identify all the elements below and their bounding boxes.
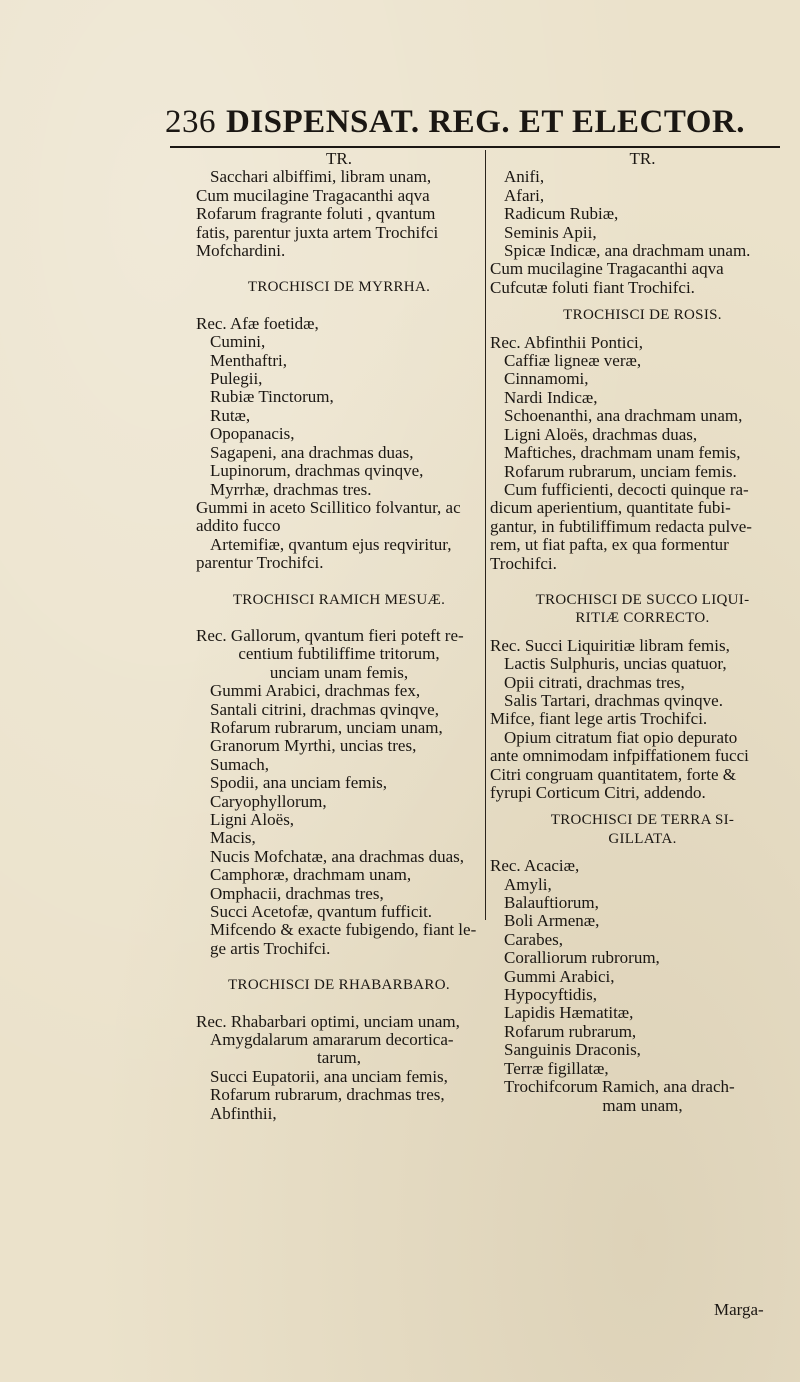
text-line: Abfinthii, <box>210 1103 277 1123</box>
text-line: Lactis Sulphuris, uncias quatuor, <box>504 654 727 674</box>
text-line: fatis, parentur juxta artem Trochifci <box>196 222 439 242</box>
text-line: rem, ut fiat pafta, ex qua formentur <box>490 535 729 555</box>
text-line: Trochifci. <box>490 553 557 573</box>
text-line: Cufcutæ foluti fiant Trochifci. <box>490 277 695 297</box>
text-line: Rofarum rubrarum, unciam unam, <box>210 717 443 737</box>
text-line: Opopanacis, <box>210 424 295 444</box>
text-line: Nardi Indicæ, <box>504 387 598 407</box>
text-line: Boli Armenæ, <box>504 911 600 931</box>
text-line: Rec. Abfinthii Pontici, <box>490 332 643 352</box>
text-line: Macis, <box>210 828 256 848</box>
spacer <box>196 297 482 315</box>
section-heading: TROCHISCI RAMICH MESUÆ. <box>232 591 446 608</box>
section-heading: TROCHISCI DE ROSIS. <box>563 307 722 324</box>
section-heading: TROCHISCI DE MYRRHA. <box>247 279 431 296</box>
text-line: Ligni Aloës, drachmas duas, <box>504 424 698 444</box>
text-line: Cumini, <box>210 332 266 352</box>
section-heading: TROCHISCI DE TERRA SI- <box>550 812 735 829</box>
catchword: Marga- <box>714 1300 764 1319</box>
text-line: Citri congruam quantitatem, forte & <box>490 764 736 784</box>
spacer <box>490 297 795 306</box>
text-line: Succi Eupatorii, ana unciam femis, <box>210 1066 448 1086</box>
text-line: Schoenanthi, ana drachmam unam, <box>504 406 743 426</box>
text-line: Rofarum rubrarum, drachmas tres, <box>210 1085 445 1105</box>
page-number: 236 <box>165 104 216 140</box>
column-divider <box>485 150 486 920</box>
text-line: Camphoræ, drachmam unam, <box>210 865 412 885</box>
text-line: TR. <box>629 149 656 168</box>
text-line: Opii citrati, drachmas tres, <box>504 672 685 692</box>
text-line: Santali citrini, drachmas qvinqve, <box>210 699 439 719</box>
text-line: ante omnimodam infpiffationem fucci <box>490 746 749 766</box>
text-line: Opium citratum fiat opio depurato <box>504 727 738 747</box>
text-line: Cum mucilagine Tragacanthi aqva <box>196 185 430 205</box>
text-line: Rofarum rubrarum, unciam femis. <box>504 461 737 481</box>
header-rule <box>170 146 780 148</box>
text-line: fyrupi Corticum Citri, addendo. <box>490 783 706 802</box>
text-line: unciam unam femis, <box>269 662 409 682</box>
text-line: Granorum Myrthi, uncias tres, <box>210 736 417 756</box>
text-line: Lupinorum, drachmas qvinqve, <box>210 461 424 481</box>
spacer <box>196 958 482 976</box>
text-line: Sagapeni, ana drachmas duas, <box>210 442 414 462</box>
text-line: Maftiches, drachmam unam femis, <box>504 443 741 463</box>
spacer <box>196 609 482 627</box>
text-line: Seminis Apii, <box>504 222 597 242</box>
spacer <box>490 573 795 591</box>
text-line: Anifi, <box>504 167 545 187</box>
text-line: tarum, <box>317 1048 361 1068</box>
text-line: Rofarum fragrante foluti , qvantum <box>196 204 436 224</box>
text-line: Gummi Arabici, drachmas fex, <box>210 681 421 701</box>
text-line: Salis Tartari, drachmas qvinqve. <box>504 690 723 710</box>
section-heading: TROCHISCI DE RHABARBARO. <box>228 977 450 994</box>
section-heading: RITIÆ CORRECTO. <box>575 610 710 627</box>
text-line: Pulegii, <box>210 369 263 389</box>
text-line: Balauftiorum, <box>504 893 599 913</box>
text-line: Amygdalarum amararum decortica- <box>210 1030 454 1050</box>
text-line: Rec. Gallorum, qvantum fieri poteft re- <box>196 625 464 645</box>
text-line: Succi Acetofæ, qvantum fufficit. <box>210 902 433 922</box>
text-line: Rubiæ Tinctorum, <box>210 387 334 407</box>
left-column <box>196 150 482 1123</box>
text-line: Afari, <box>504 185 545 205</box>
text-line: Gummi Arabici, <box>504 966 615 986</box>
text-line: Nucis Mofchatæ, ana drachmas duas, <box>210 846 464 866</box>
text-line: ge artis Trochifci. <box>210 938 331 958</box>
text-line: centium fubtiliffime tritorum, <box>238 644 440 664</box>
text-line: Radicum Rubiæ, <box>504 204 619 224</box>
text-line: dicum aperientium, quantitate fubi- <box>490 498 731 518</box>
text-line: Sacchari albiffimi, libram unam, <box>210 167 432 187</box>
text-line: Carabes, <box>504 929 564 949</box>
spacer <box>490 802 795 811</box>
text-line: Rec. Acaciæ, <box>490 856 580 876</box>
text-line: Caffiæ ligneæ veræ, <box>504 351 642 371</box>
text-line: Myrrhæ, drachmas tres. <box>210 479 372 499</box>
text-line: Rec. Rhabarbari optimi, unciam unam, <box>196 1011 460 1031</box>
text-line: Mifce, fiant lege artis Trochifci. <box>490 709 708 729</box>
text-line: Spodii, ana unciam femis, <box>210 773 388 793</box>
text-line: addito fucco <box>196 516 281 536</box>
running-header <box>165 104 785 144</box>
text-line: Rofarum rubrarum, <box>504 1021 637 1041</box>
text-line: Menthaftri, <box>210 350 287 370</box>
text-line: Mifcendo & exacte fubigendo, fiant le- <box>210 920 477 940</box>
text-line: mam unam, <box>602 1095 683 1115</box>
text-line: Rec. Afæ foetidæ, <box>196 313 319 333</box>
right-column <box>490 150 795 1115</box>
text-line: gantur, in fubtiliffimum redacta pulve- <box>490 516 752 536</box>
text-line: Hypocyftidis, <box>504 985 598 1005</box>
text-line: Terræ figillatæ, <box>504 1058 609 1078</box>
spacer <box>196 573 482 591</box>
text-line: TR. <box>326 149 352 168</box>
text-line: Caryophyllorum, <box>210 791 327 811</box>
section-heading: TROCHISCI DE SUCCO LIQUI- <box>535 591 750 608</box>
text-line: Sumach, <box>210 754 270 774</box>
text-line: Trochifcorum Ramich, ana drach- <box>504 1077 735 1097</box>
text-line: Omphacii, drachmas tres, <box>210 883 384 903</box>
text-line: parentur Trochifci. <box>196 553 324 573</box>
running-title: DISPENSAT. REG. ET ELECTOR. <box>226 104 746 140</box>
text-line: Spicæ Indicæ, ana drachmam unam. <box>504 241 751 261</box>
text-line: Artemifiæ, qvantum ejus reqviritur, <box>210 534 452 554</box>
text-line: Gummi in aceto Scillitico folvantur, ac <box>196 497 461 517</box>
text-line: Sanguinis Draconis, <box>504 1040 641 1060</box>
text-line: Ligni Aloës, <box>210 810 295 829</box>
text-line: Cum mucilagine Tragacanthi aqva <box>490 259 724 279</box>
section-heading: GILLATA. <box>608 830 677 847</box>
spacer <box>196 995 482 1013</box>
spacer <box>196 260 482 278</box>
text-line: Cum fufficienti, decocti quinque ra- <box>504 479 749 499</box>
text-line: Rec. Succi Liquiritiæ libram femis, <box>490 635 730 655</box>
text-line: Lapidis Hæmatitæ, <box>504 1003 634 1023</box>
text-line: Amyli, <box>504 874 552 894</box>
text-line: Mofchardini. <box>196 241 286 261</box>
text-line: Coralliorum rubrorum, <box>504 948 660 968</box>
text-line: Cinnamomi, <box>504 369 589 389</box>
text-line: Rutæ, <box>210 405 251 425</box>
